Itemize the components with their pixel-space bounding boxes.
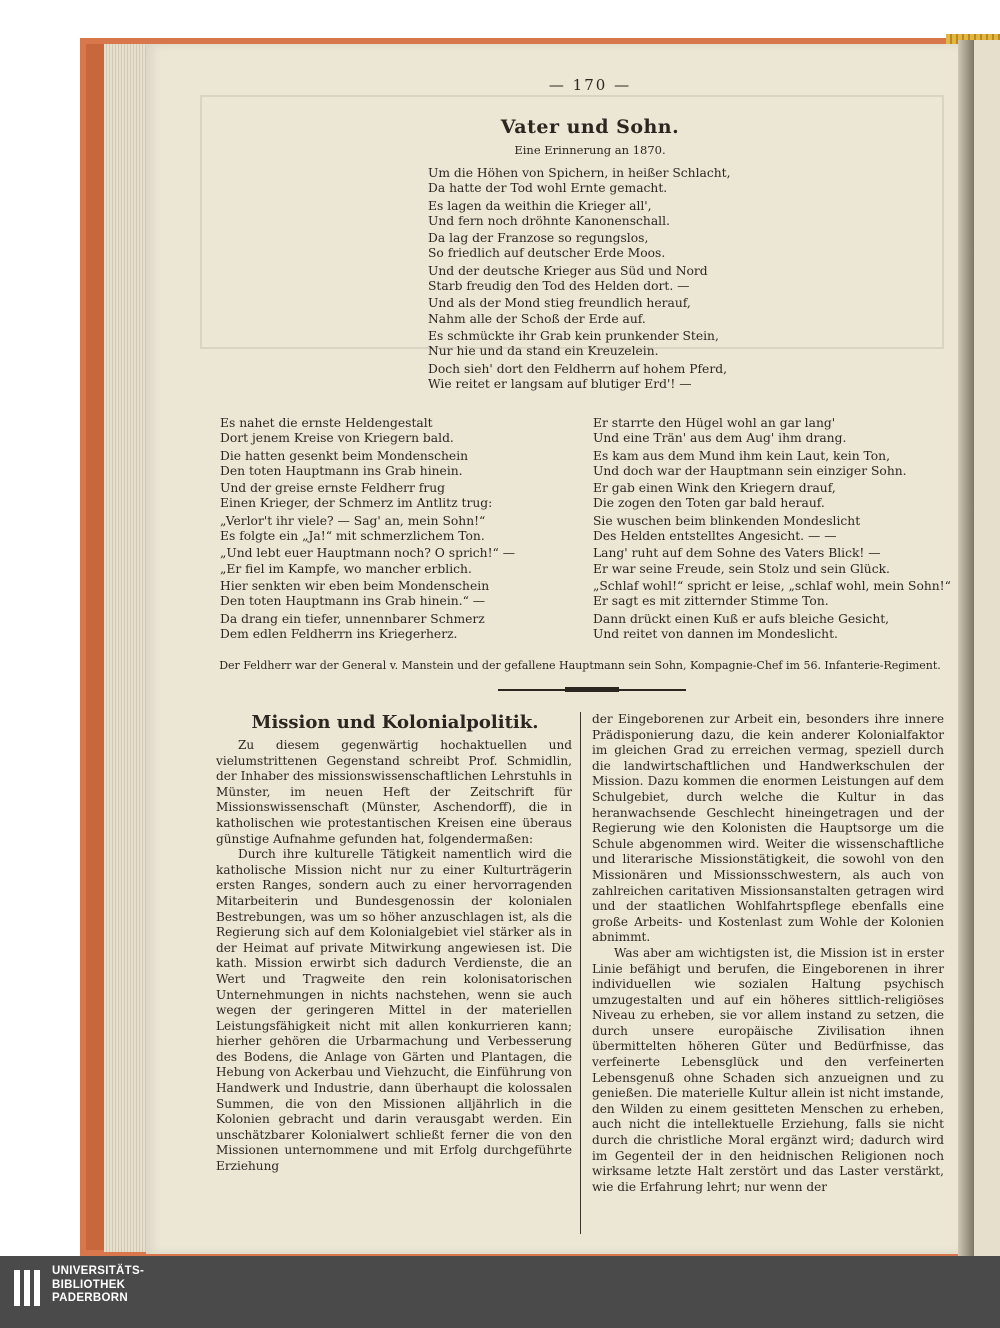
poem-stanza — [220, 546, 515, 577]
poem-line: Und doch war der Hauptmann sein einziger Sohn. — [593, 463, 907, 478]
library-logo-line3: PADERBORN — [52, 1292, 128, 1304]
poem-line: Da lag der Franzose so regungslos, — [428, 231, 649, 246]
poem-line: Nur hie und da stand ein Kreuzelein. — [428, 344, 659, 359]
poem-footnote: Der Feldherr war der General v. Manstein und der gefallene Hauptmann sein Sohn, Kompagnie-Chef im 56. Infanterie-Regiment. — [219, 659, 941, 672]
adjacent-page-edge — [974, 40, 1000, 1256]
column-rule — [580, 712, 581, 1234]
poem-line: Die zogen den Toten gar bald herauf. — [593, 496, 825, 511]
poem-intro — [428, 166, 731, 394]
poem-stanza — [220, 579, 515, 610]
poem-line: „Verlor't ihr viele? — Sag' an, mein Sohn!“ — [220, 513, 486, 528]
poem-line: Den toten Hauptmann ins Grab hinein. — [220, 463, 463, 478]
poem-line: Es kam aus dem Mund ihm kein Laut, kein Ton, — [593, 448, 891, 463]
section-divider-ornament — [565, 687, 619, 692]
library-logo-text — [52, 1265, 144, 1306]
library-logo-line1: UNIVERSITÄTS- — [52, 1265, 145, 1277]
poem-stanza — [593, 481, 951, 512]
poem-line: Und als der Mond stieg freundlich herauf, — [428, 296, 691, 311]
poem-line: Um die Höhen von Spichern, in heißer Schlacht, — [428, 166, 731, 180]
poem-stanza — [428, 199, 731, 230]
poem-line: Es lagen da weithin die Krieger all', — [428, 198, 652, 213]
poem-stanza — [428, 362, 731, 393]
poem-stanza — [428, 296, 731, 327]
poem-right-column — [593, 416, 951, 644]
library-logo-icon — [12, 1266, 44, 1310]
poem-stanza — [220, 612, 515, 643]
poem-title: Vater und Sohn. — [500, 116, 680, 138]
poem-line: „Und lebt euer Hauptmann noch? O sprich!“ — — [220, 546, 516, 561]
page-stack-edge — [104, 44, 148, 1252]
poem-line: „Schlaf wohl!“ spricht er leise, „schlaf wohl, mein Sohn!“ — [593, 578, 951, 593]
poem-stanza — [428, 264, 731, 295]
poem-line: Die hatten gesenkt beim Mondenschein — [220, 448, 469, 463]
article-column-right — [592, 712, 944, 1195]
article-column-left — [216, 738, 572, 1175]
poem-line: Lang' ruht auf dem Sohne des Vaters Blick! — — [593, 546, 881, 561]
poem-line: Und fern noch dröhnte Kanonenschall. — [428, 213, 670, 228]
poem-line: So friedlich auf deutscher Erde Moos. — [428, 246, 666, 261]
poem-line: Wie reitet er langsam auf blutiger Erd'! — — [428, 376, 692, 391]
article-paragraph: der Eingeborenen zur Arbeit ein, besonders ihre innere Prädisponierung dazu, die kein anderer Kolonialfaktor im gleichen Grad zu erreichen vermag, speziell durch die landwirtschaftlichen und Handwerkschulen der Mission. Dazu kommen die enormen Leistungen auf dem Schulgebiet, durch welche die Kultur in das heranwachsende Geschlecht hineingetragen und der Regierung wie den Kolonisten die Hauptsorge um die Schule abgenommen wird. Weiter die wissenschaftliche und literarische Missionstätigkeit, die sowohl von den Missionären und Missionsschwestern, als auch von zahlreichen caritativen Missionsanstalten getragen wird und der staatlichen Wohlfahrtspflege ebenfalls eine große Arbeits- und Kostenlast zum Wohle der Kolonien abnimmt. — [592, 712, 944, 945]
poem-line: Doch sieh' dort den Feldherrn auf hohem Pferd, — [428, 361, 727, 376]
poem-line: Dann drückt einen Kuß er aufs bleiche Gesicht, — [593, 611, 890, 626]
poem-left-column — [220, 416, 515, 644]
poem-line: Dem edlen Feldherrn ins Kriegerherz. — [220, 626, 458, 641]
poem-line: Da drang ein tiefer, unnennbarer Schmerz — [220, 611, 485, 626]
poem-line: Er gab einen Wink den Kriegern drauf, — [593, 481, 836, 496]
poem-line: Und eine Trän' aus dem Aug' ihm drang. — [593, 431, 847, 446]
poem-stanza — [593, 416, 951, 447]
poem-line: Sie wuschen beim blinkenden Mondeslicht — [593, 513, 861, 528]
poem-line: Es schmückte ihr Grab kein prunkender Stein, — [428, 328, 719, 343]
poem-stanza — [428, 329, 731, 360]
poem-stanza — [220, 449, 515, 480]
poem-stanza — [593, 449, 951, 480]
poem-line: Starb freudig den Tod des Helden dort. — — [428, 279, 690, 294]
article-paragraph: Zu diesem gegenwärtig hochaktuellen und vielumstrittenen Gegenstand schreibt Prof. Schmidlin, der Inhaber des missionswissenschaftlichen Lehrstuhls in Münster, im neuen Heft der Zeitschrift für Missionswissenschaft (Münster, Aschendorff), die in katholischen wie protestantischen Kreisen eine überaus günstige Aufnahme gefunden hat, folgendermaßen: — [216, 738, 572, 846]
poem-stanza — [220, 481, 515, 512]
library-logo-line2: BIBLIOTHEK — [52, 1278, 126, 1291]
poem-stanza — [220, 416, 515, 447]
poem-stanza — [428, 231, 731, 262]
article-title: Mission und Kolonialpolitik. — [251, 712, 539, 733]
poem-line: Nahm alle der Schoß der Erde auf. — [428, 311, 646, 326]
poem-stanza — [593, 514, 951, 545]
article-paragraph: Was aber am wichtigsten ist, die Mission ist in erster Linie befähigt und berufen, die Eingeborenen in ihrer individuellen wie sozialen Haltung psychisch umzugestalten und auf ein höheres sittlich-religiöses Niveau zu erheben, sie vor allem instand zu setzen, die durch unsere europäische Zivilisation ihnen übermittelten höheren Güter und Bedürfnisse, das verfeinerte Lebensglück und den verfeinerten Lebensgenuß ohne Schaden sich anzueignen und zu genießen. Die materielle Kultur allein ist nicht imstande, den Wilden zu einem gesitteten Menschen zu erheben, auch nicht die intellektuelle Erziehung, falls sie nicht durch die christliche Moral ergänzt wird; dadurch wird im Gegenteil der in den heidnischen Religionen noch wirksame letzte Halt zerstört und das Laster verstärkt, wie die Erfahrung lehrt; nur wenn der — [592, 945, 944, 1194]
poem-line: Des Helden entstelltes Angesicht. — — — [593, 529, 837, 544]
poem-line: Dort jenem Kreise von Kriegern bald. — [220, 431, 454, 446]
poem-line: Den toten Hauptmann ins Grab hinein.“ — — [220, 594, 486, 609]
article-paragraph: Durch ihre kulturelle Tätigkeit namentlich wird die katholische Mission nicht nur zu einer Kulturträgerin ersten Ranges, sondern auch zu einer hervorragenden Mitarbeiterin und Bundesgenossin der kolonialen Bestrebungen, was um so höher anzuschlagen ist, als die Regierung sich auf dem Kolonialgebiet viel stärker als in der Heimat auf private Mitwirkung angewiesen ist. Die kath. Mission erwirbt sich dadurch Verdienste, die an Wert und Tragweite den rein kolonisatorischen Unternehmungen in nichts nachstehen, wenn sie auch wegen der geringeren Mittel in der materiellen Leistungsfähigkeit nicht mit allen konkurrieren kann; hierher gehören die Urbarmachung und Verbesserung des Bodens, die Anlage von Gärten und Plantagen, die Hebung von Ackerbau und Viehzucht, die Einführung von Handwerk und Industrie, dann überhaupt die kolossalen Summen, die von den Missionen alljährlich in die Kolonien gebracht und darin verausgabt werden. Ein unschätzbarer Kolonialwert schließt ferner die von den Missionen unternommene und mit Erfolg durchgeführte Erziehung — [216, 847, 572, 1174]
poem-line: Er sagt es mit zitternder Stimme Ton. — [593, 594, 829, 609]
poem-stanza — [593, 612, 951, 643]
poem-line: Es folgte ein „Ja!“ mit schmerzlichem Ton. — [220, 529, 485, 544]
poem-stanza — [220, 514, 515, 545]
poem-line: Und reitet von dannen im Mondeslicht. — [593, 626, 838, 641]
poem-line: Es nahet die ernste Heldengestalt — [220, 416, 433, 430]
poem-line: Und der greise ernste Feldherr frug — [220, 481, 445, 496]
poem-line: „Er fiel im Kampfe, wo mancher erblich. — [220, 561, 472, 576]
poem-subtitle: Eine Erinnerung an 1870. — [514, 143, 666, 157]
poem-line: Und der deutsche Krieger aus Süd und Nord — [428, 263, 708, 278]
poem-line: Da hatte der Tod wohl Ernte gemacht. — [428, 181, 668, 196]
poem-stanza — [593, 579, 951, 610]
poem-line: Hier senkten wir eben beim Mondenschein — [220, 578, 490, 593]
page-number: — 170 — — [548, 76, 632, 94]
poem-line: Er starrte den Hügel wohl an gar lang' — [593, 416, 836, 430]
poem-line: Einen Krieger, der Schmerz im Antlitz trug: — [220, 496, 493, 511]
poem-stanza — [428, 166, 731, 197]
poem-line: Er war seine Freude, sein Stolz und sein Glück. — [593, 561, 890, 576]
library-footer-bar — [0, 1256, 1000, 1328]
poem-stanza — [593, 546, 951, 577]
